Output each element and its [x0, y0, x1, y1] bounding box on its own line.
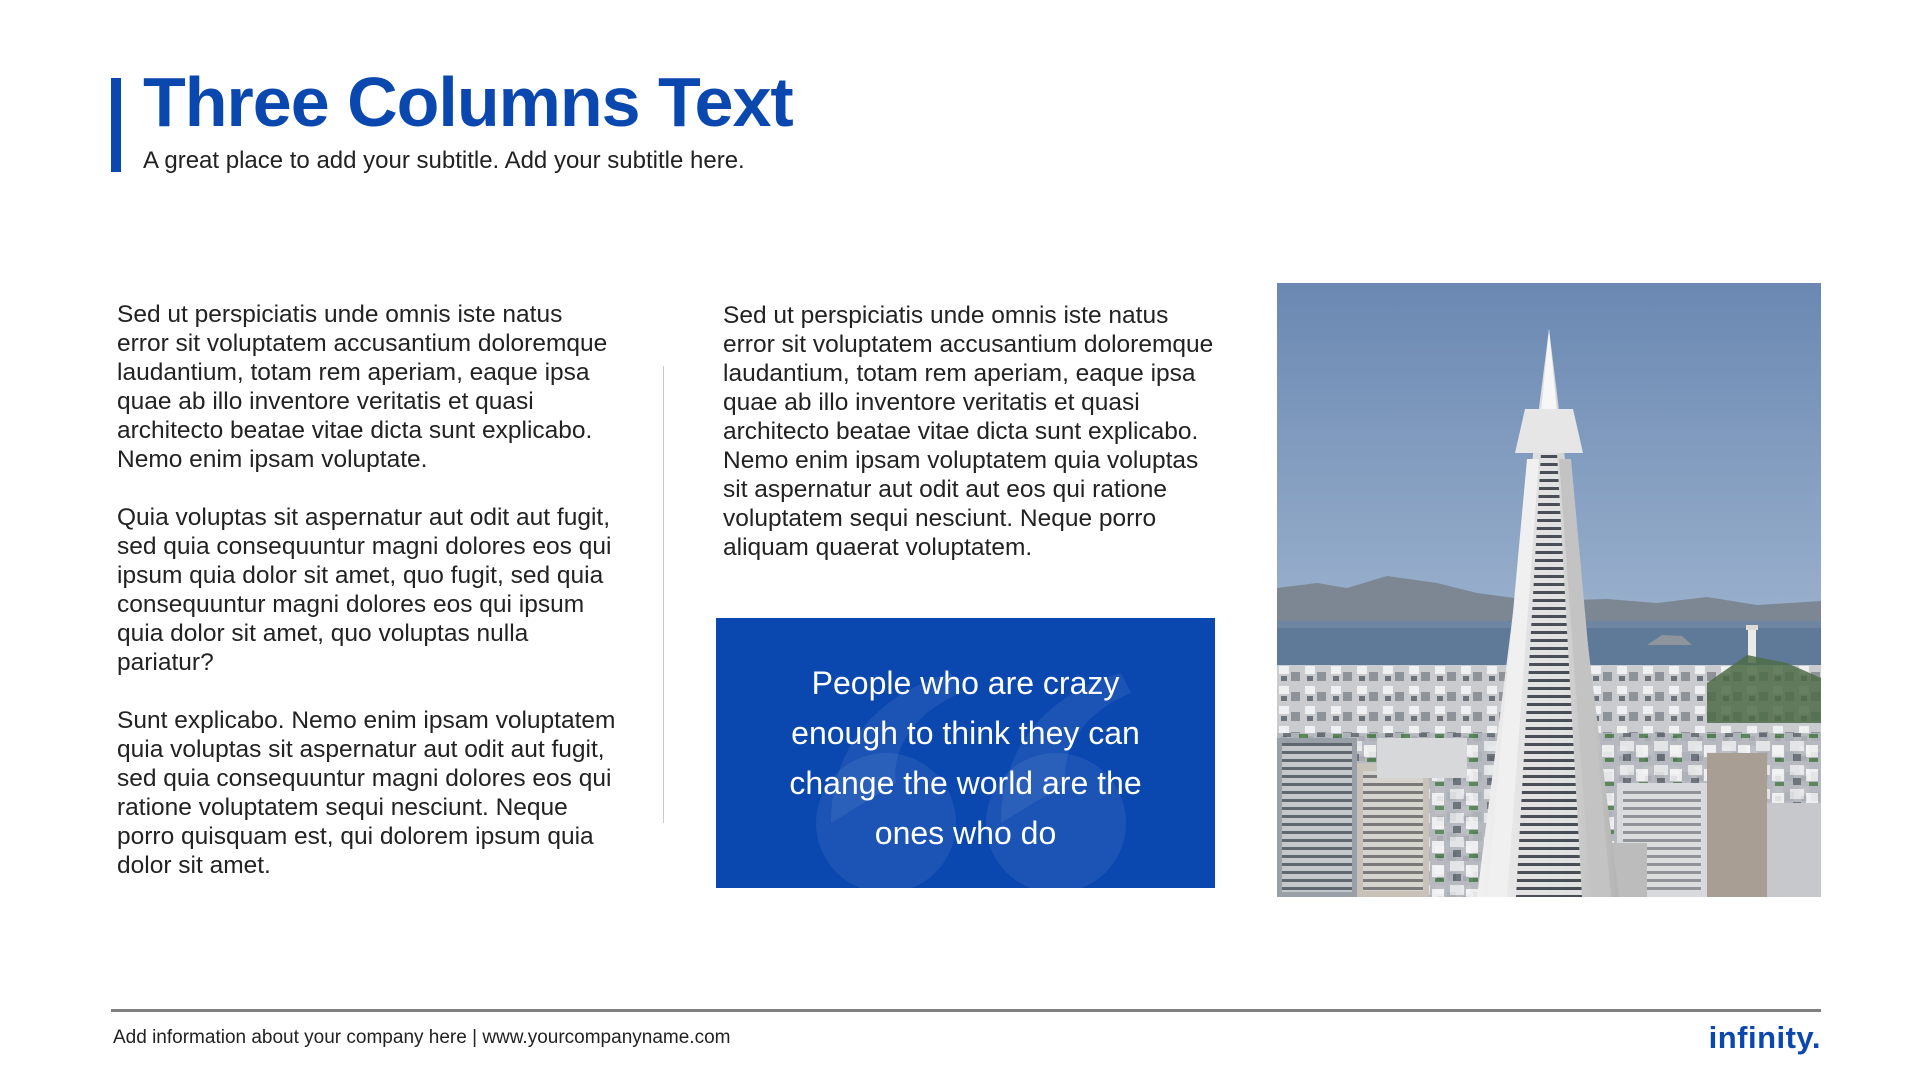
column-1-paragraph-2: Quia voluptas sit aspernatur aut odit aut fugit, sed quia consequuntur magni dolores eos qui ipsum quia dolor sit amet, quo fugit, sed quia consequuntur magni dolores eos qui ipsum quia dolor sit amet, quo voluptas nulla pariatur? [117, 504, 612, 676]
column-2-paragraph: Sed ut perspiciatis unde omnis iste natus error sit voluptatem accusantium doloremque laudantium, totam rem aperiam, eaque ipsa quae ab illo inventore veritatis et quasi architecto beatae vitae dicta sunt explicabo. Nemo enim ipsam voluptatem quia voluptas sit aspernatur aut odit aut eos qui ratione voluptatem sequi nesciunt. Neque porro aliquam quaerat voluptatem. [723, 302, 1214, 561]
footer-company-info: Add information about your company here | www.yourcompanyname.com [113, 1027, 731, 1048]
page-subtitle: A great place to add your subtitle. Add your subtitle here. [143, 147, 745, 174]
column-1-paragraph-3: Sunt explicabo. Nemo enim ipsam voluptatem quia voluptas sit aspernatur aut odit aut fugit, sed quia consequuntur magni dolores eos qui ratione voluptatem sequi nesciunt. Neque porro quisquam est, qui dolorem ipsum quia dolor sit amet. [117, 707, 616, 879]
title-accent-bar [111, 78, 121, 172]
city-photo [1277, 283, 1821, 897]
brand-logo: infinity. [1708, 1020, 1821, 1055]
quote-text: People who are crazy enough to think they can change the world are the ones who do [789, 665, 1142, 851]
footer-rule [111, 1009, 1821, 1012]
page-title: Three Columns Text [143, 63, 793, 141]
column-1-paragraph-1: Sed ut perspiciatis unde omnis iste natus error sit voluptatem accusantium doloremque laudantium, totam rem aperiam, eaque ipsa quae ab illo inventore veritatis et quasi architecto beatae vitae dicta sunt explicabo. Nemo enim ipsam voluptate. [117, 301, 608, 473]
text-column-2 [723, 301, 1223, 591]
column-divider [663, 366, 664, 823]
quote-box [716, 618, 1215, 888]
text-column-1 [117, 300, 617, 909]
